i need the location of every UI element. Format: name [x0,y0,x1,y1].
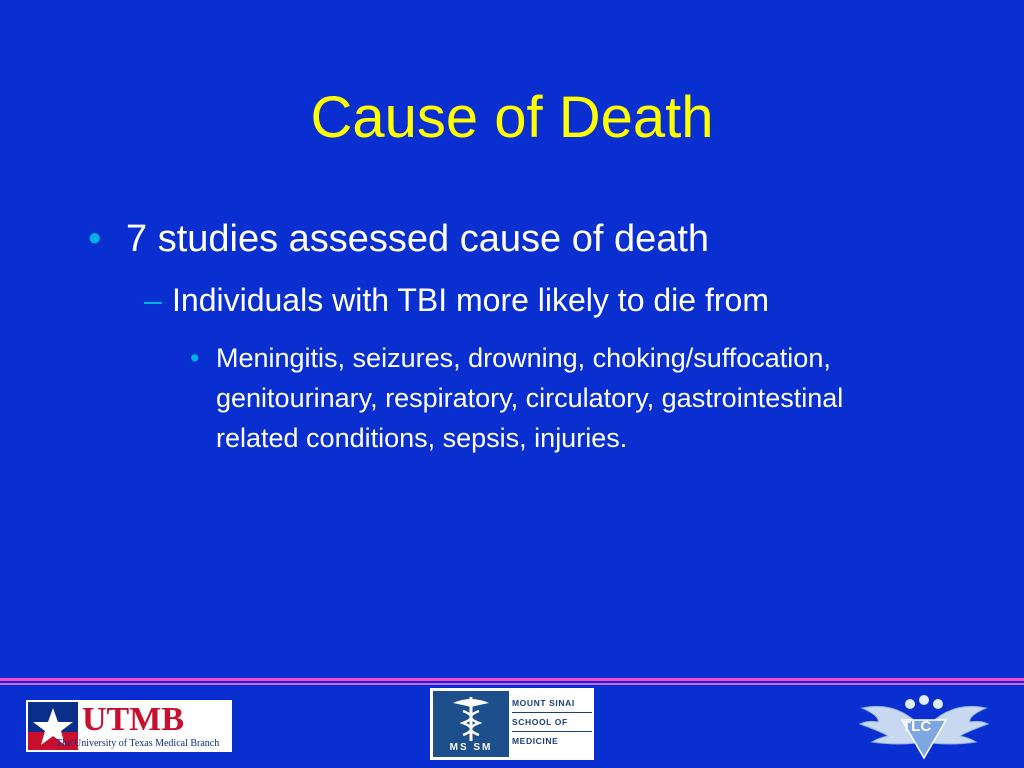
footer-divider-secondary [0,683,1024,685]
bullet-dash-icon: – [144,282,162,318]
mssm-line-1: MOUNT SINAI [512,698,575,708]
bullet-level-1 [88,216,709,262]
footer-divider [0,678,1024,681]
caduceus-icon [433,691,509,757]
bullet-level-3 [190,338,920,458]
utmb-logo [26,700,232,752]
mssm-letters: MS SM [449,742,493,753]
mount-sinai-wordmark [512,698,592,746]
tlc-wordmark: TLC [902,718,932,735]
bullet-level-2-text: Individuals with TBI more likely to die from [172,282,769,318]
mssm-line-3: MEDICINE [512,736,559,746]
bullet-level-2 [144,280,769,320]
utmb-wordmark: UTMB [82,701,184,738]
bullet-level-1-text: 7 studies assessed cause of death [126,218,710,260]
bullet-dot-icon: • [190,343,200,373]
mssm-line-2: SCHOOL OF [512,717,568,727]
utmb-subtitle: The University of Texas Medical Branch [56,738,220,749]
slide-title: Cause of Death [310,85,714,150]
bullet-dot-icon: • [88,218,102,260]
bullet-level-3-text: Meningitis, seizures, drowning, choking/suffocation, genitourinary, respiratory, circulatory, gastrointestinal related conditions, sepsis, injuries. [216,343,844,453]
tlc-logo [858,690,990,762]
mount-sinai-logo [430,688,594,760]
